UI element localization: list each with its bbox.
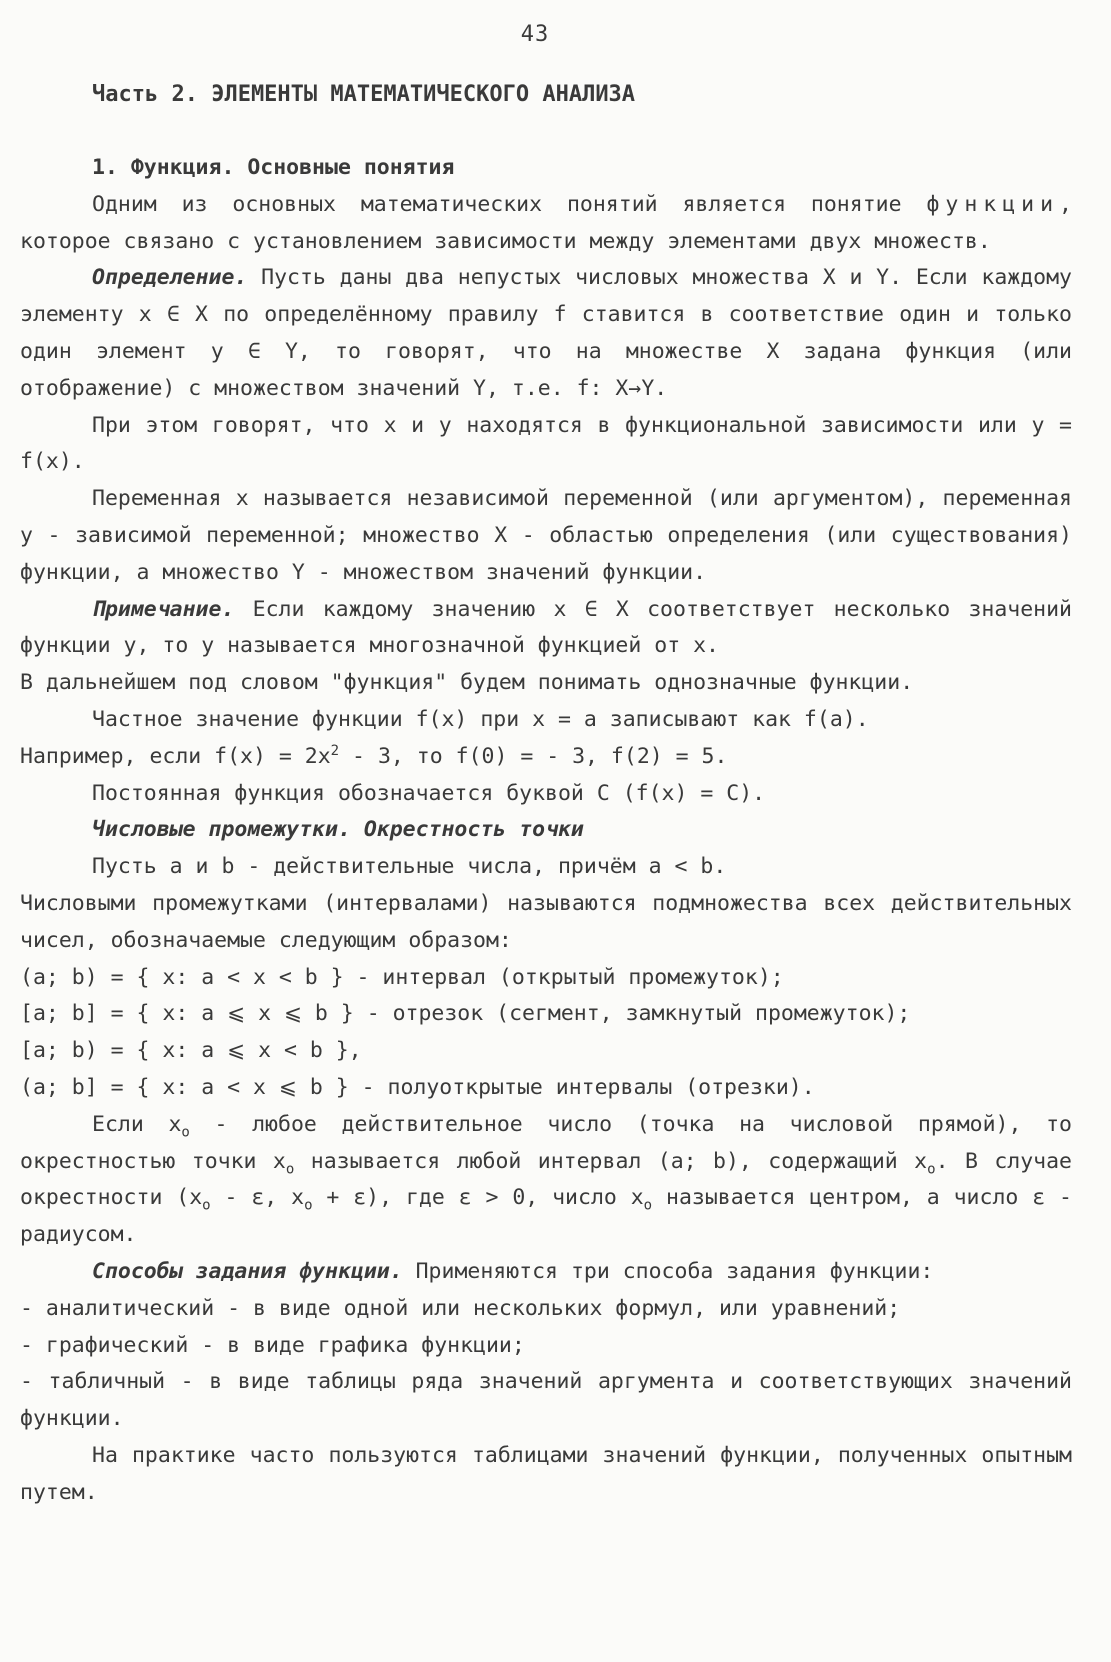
spaced-term: функции xyxy=(926,191,1060,217)
subscript: o xyxy=(181,1124,190,1141)
definition-text: Пусть даны два непустых числовых множества X и Y. Если каждому элементу x ∈ X по определённому правилу f ставится в соответствие один и только один элемент y ∈ Y, то говорят, что на множестве X задана функция (или отображение) с множеством значений Y, т.е. f: X→Y. xyxy=(20,265,1072,401)
text-run: Одним из основных математических понятий является понятие xyxy=(92,191,927,217)
text-run: Например, если f(x) = 2x xyxy=(20,743,331,769)
paragraph-definition xyxy=(20,260,1072,407)
text-run: . В случае окрестности (x xyxy=(20,1148,1073,1211)
text-run: называется любой интервал (a; b), содержащий x xyxy=(294,1148,928,1174)
subscript: o xyxy=(304,1197,313,1214)
interval-closed: [a; b] = { x: a ⩽ x ⩽ b } - отрезок (сегмент, замкнутый промежуток); xyxy=(20,1001,911,1027)
part-title: Часть 2. ЭЛЕМЕНТЫ МАТЕМАТИЧЕСКОГО АНАЛИЗА xyxy=(92,82,636,107)
section-title: 1. Функция. Основные понятия xyxy=(92,155,455,180)
paragraph-example xyxy=(20,739,1072,776)
paragraph-intervals: Числовыми промежутками (интервалами) называются подмножества всех действительных чисел, обозначаемые следующим образом: xyxy=(20,890,1072,953)
paragraph-note xyxy=(20,592,1072,666)
text-run: + ε), где ε > 0, число x xyxy=(312,1185,644,1211)
text-run: , которое связано с установлением зависимости между элементами двух множеств. xyxy=(20,191,1072,254)
page-body xyxy=(20,150,1072,1511)
subscript: o xyxy=(927,1160,936,1177)
superscript: 2 xyxy=(330,742,340,759)
note-text: Если каждому значению x ∈ X соответствует несколько значений функции y, то y называется многозначной функцией от x. xyxy=(20,596,1072,659)
paragraph-practice: На практике часто пользуются таблицами значений функции, полученных опытным путем. xyxy=(20,1442,1072,1505)
paragraph-let: Пусть a и b - действительные числа, причём a < b. xyxy=(92,854,727,880)
paragraph-neighborhood xyxy=(20,1107,1072,1254)
text-run: Если x xyxy=(92,1111,182,1137)
text-run: - ε, x xyxy=(210,1185,305,1211)
way-graphic: - графический - в виде графика функции; xyxy=(20,1332,525,1358)
text-run: - 3, то f(0) = - 3, f(2) = 5. xyxy=(339,743,728,769)
paragraph-variables: Переменная x называется независимой переменной (или аргументом), переменная y - зависимой переменной; множество X - областью определения (или существования) функции, а множество Y - множеством значений функции. xyxy=(20,486,1072,585)
ways-text: Применяются три способа задания функции: xyxy=(402,1258,934,1284)
subscript: o xyxy=(643,1197,653,1214)
paragraph-further: В дальнейшем под словом "функция" будем понимать однозначные функции. xyxy=(20,670,914,696)
paragraph-ways xyxy=(20,1254,1072,1291)
way-tabular: - табличный - в виде таблицы ряда значений аргумента и соответствующих значений функции. xyxy=(20,1369,1072,1432)
interval-half-left: [a; b) = { x: a ⩽ x < b }, xyxy=(20,1038,362,1064)
text-run: - любое действительное число (точка на числовой прямой), то окрестностью точки x xyxy=(20,1111,1072,1174)
paragraph-dependence: При этом говорят, что x и y находятся в функциональной зависимости или y = f(x). xyxy=(20,412,1072,475)
subscript: o xyxy=(285,1160,295,1177)
paragraph-intro xyxy=(20,187,1072,261)
interval-open: (a; b) = { x: a < x < b } - интервал (открытый промежуток); xyxy=(20,964,784,990)
paragraph-constant: Постоянная функция обозначается буквой C (f(x) = C). xyxy=(92,780,766,806)
page-number: 43 xyxy=(520,22,550,47)
interval-half-right: (a; b] = { x: a < x ⩽ b } - полуоткрытые интервалы (отрезки). xyxy=(20,1074,815,1100)
text-run: называется центром, а число ε - радиусом. xyxy=(20,1185,1072,1248)
definition-label: Определение. xyxy=(92,265,248,291)
subscript: o xyxy=(202,1197,211,1214)
paragraph-partial-value: Частное значение функции f(x) при x = a записывают как f(a). xyxy=(92,706,869,732)
ways-label: Способы задания функции. xyxy=(92,1258,403,1284)
note-label: Примечание. xyxy=(92,596,235,622)
way-analytic: - аналитический - в виде одной или нескольких формул, или уравнений; xyxy=(20,1295,901,1321)
subsection-title: Числовые промежутки. Окрестность точки xyxy=(92,817,584,843)
